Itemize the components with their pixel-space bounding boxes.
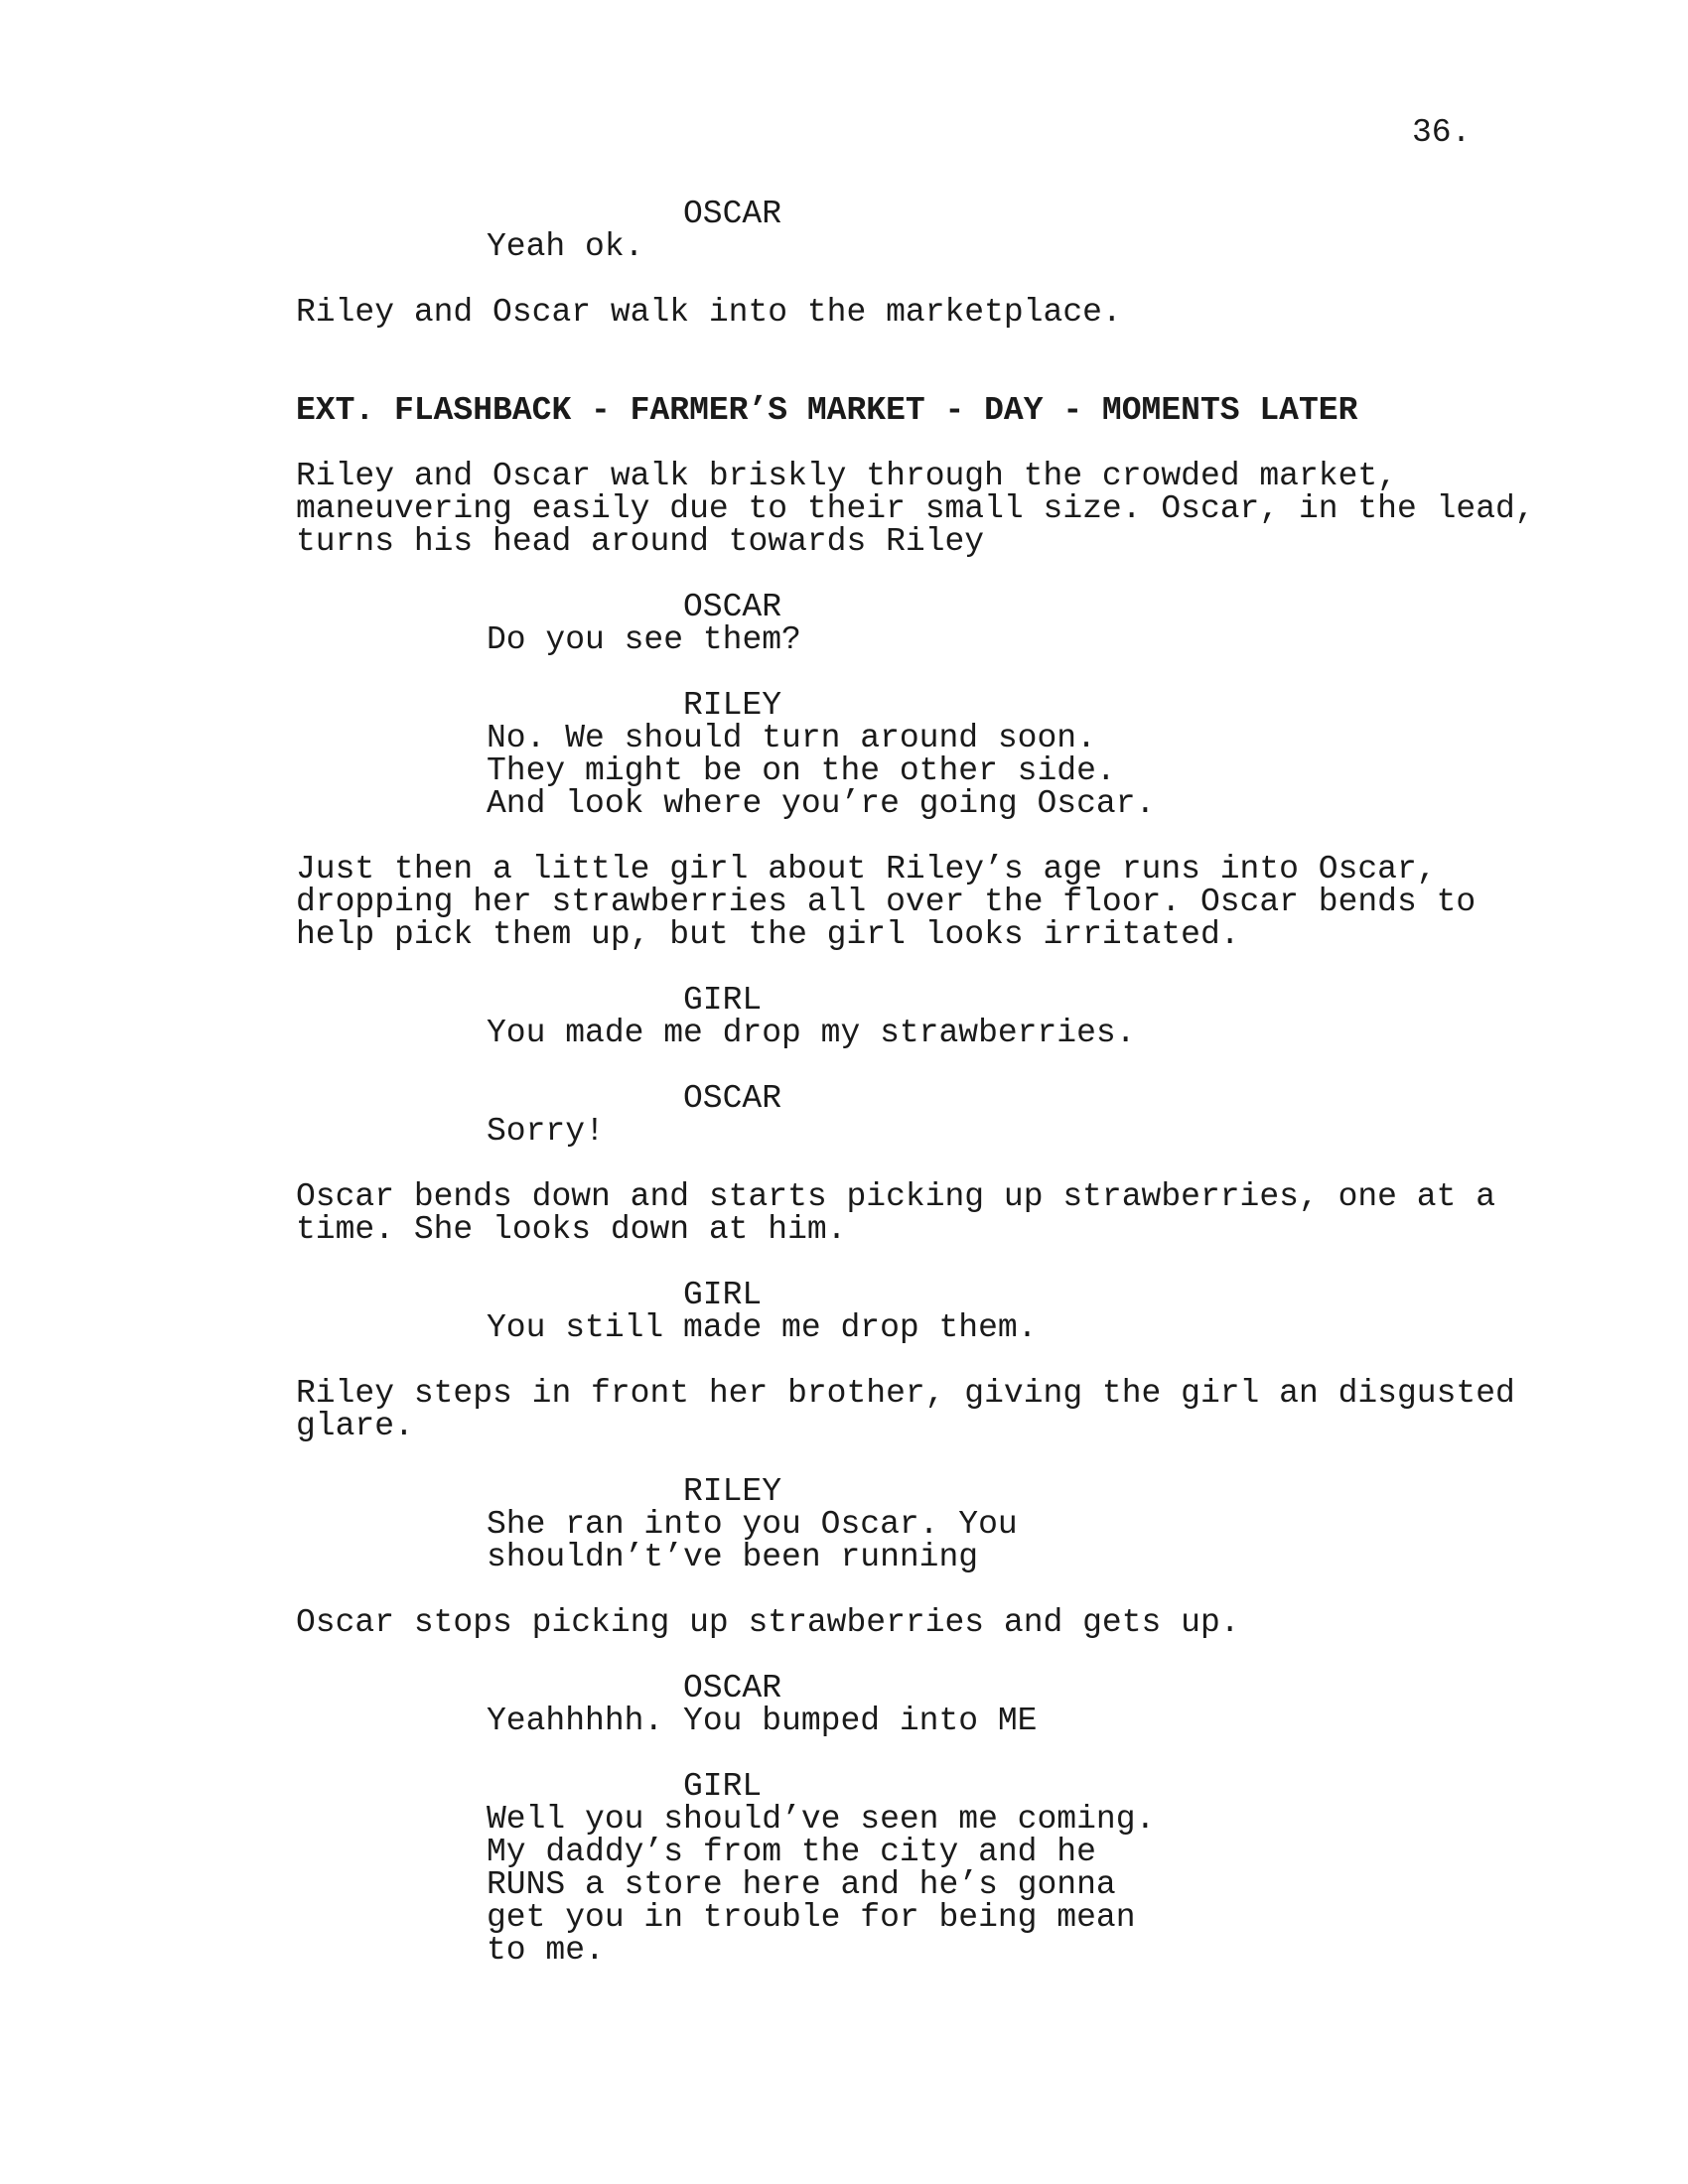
dialogue-line: Well you should’ve seen me coming.	[487, 1801, 1156, 1838]
dialogue-line: Sorry!	[487, 1113, 605, 1150]
character-cue: OSCAR	[683, 196, 782, 232]
action-line: glare.	[296, 1408, 414, 1444]
character-cue: OSCAR	[683, 589, 782, 625]
dialogue-line: Yeah ok.	[487, 228, 644, 265]
action-line: Riley and Oscar walk briskly through the crowded market,	[296, 458, 1397, 494]
page-number: 36.	[1412, 114, 1472, 151]
action-line: turns his head around towards Riley	[296, 523, 985, 560]
character-cue: OSCAR	[683, 1670, 782, 1706]
action-line: dropping her strawberries all over the floor. Oscar bends to	[296, 884, 1477, 920]
dialogue-line: You made me drop my strawberries.	[487, 1015, 1136, 1051]
dialogue-line: You still made me drop them.	[487, 1309, 1038, 1346]
dialogue-line: Do you see them?	[487, 621, 801, 658]
action-line: Oscar stops picking up strawberries and gets up.	[296, 1604, 1240, 1641]
dialogue-line: to me.	[487, 1932, 605, 1969]
character-cue: GIRL	[683, 1277, 763, 1313]
action-line: help pick them up, but the girl looks irritated.	[296, 916, 1240, 953]
dialogue-line: No. We should turn around soon.	[487, 720, 1096, 756]
action-line: Riley and Oscar walk into the marketplace.	[296, 294, 1122, 331]
dialogue-line: Yeahhhhh. You bumped into ME	[487, 1703, 1038, 1739]
character-cue: OSCAR	[683, 1080, 782, 1117]
dialogue-line: RUNS a store here and he’s gonna	[487, 1866, 1116, 1903]
action-line: Oscar bends down and starts picking up strawberries, one at a	[296, 1178, 1495, 1215]
dialogue-line: My daddy’s from the city and he	[487, 1834, 1096, 1870]
character-cue: GIRL	[683, 1768, 763, 1805]
dialogue-line: They might be on the other side.	[487, 752, 1116, 789]
dialogue-line: And look where you’re going Oscar.	[487, 785, 1156, 822]
action-line: time. She looks down at him.	[296, 1211, 847, 1248]
action-line: maneuvering easily due to their small size. Oscar, in the lead,	[296, 490, 1535, 527]
character-cue: GIRL	[683, 982, 763, 1019]
dialogue-line: get you in trouble for being mean	[487, 1899, 1136, 1936]
scene-heading: EXT. FLASHBACK - FARMER’S MARKET - DAY - MOMENTS LATER	[296, 392, 1358, 429]
character-cue: RILEY	[683, 1473, 782, 1510]
dialogue-line: shouldn’t’ve been running	[487, 1539, 979, 1575]
character-cue: RILEY	[683, 687, 782, 724]
action-line: Riley steps in front her brother, giving the girl an disgusted	[296, 1375, 1515, 1412]
action-line: Just then a little girl about Riley’s age runs into Oscar,	[296, 851, 1437, 887]
dialogue-line: She ran into you Oscar. You	[487, 1506, 1018, 1543]
